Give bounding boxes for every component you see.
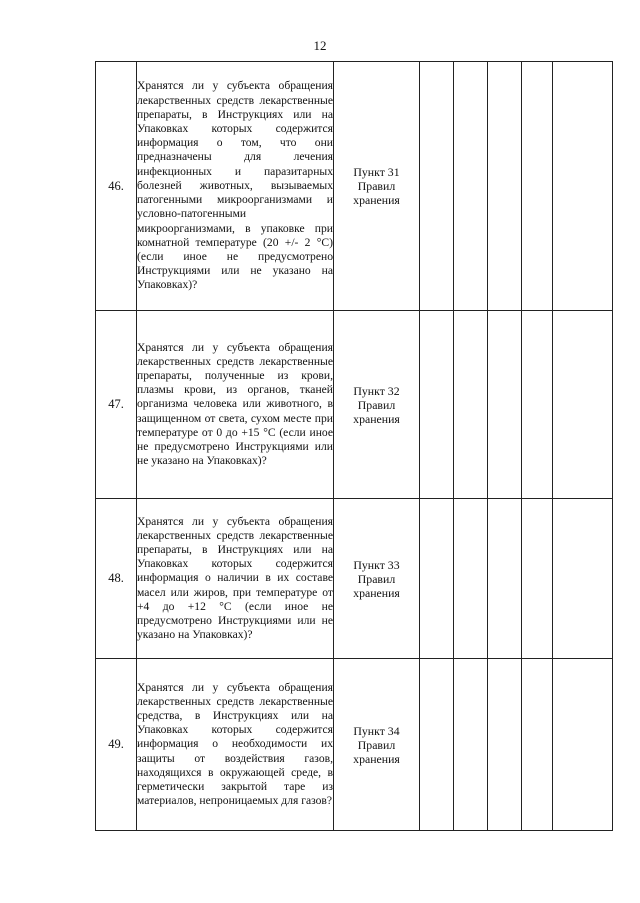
- answer-cell-yes[interactable]: [420, 659, 454, 831]
- checklist-table: [95, 61, 613, 831]
- row-number: 46.: [96, 62, 137, 311]
- requirement-reference: Пункт 32 Правил хранения: [334, 311, 420, 499]
- notes-cell[interactable]: [553, 62, 613, 311]
- page-number: 12: [313, 38, 327, 53]
- answer-cell-yes[interactable]: [420, 311, 454, 499]
- notes-cell[interactable]: [553, 499, 613, 659]
- notes-cell[interactable]: [553, 659, 613, 831]
- answer-cell-extra[interactable]: [522, 62, 553, 311]
- answer-cell-no[interactable]: [454, 62, 488, 311]
- answer-cell-na[interactable]: [488, 499, 522, 659]
- question-text: Хранятся ли у субъекта обращения лекарственных средств лекарственные средства, в Инструкциях или на Упаковках которых содержится информация о необходимости их защиты от воздействия газов, находящихся в окружающей среде, в герметически закрытой таре из материалов, непроницаемых для газов?: [137, 659, 334, 831]
- requirement-reference: Пункт 33 Правил хранения: [334, 499, 420, 659]
- row-number: 49.: [96, 659, 137, 831]
- answer-cell-extra[interactable]: [522, 499, 553, 659]
- table-row: [96, 311, 613, 499]
- answer-cell-extra[interactable]: [522, 311, 553, 499]
- notes-cell[interactable]: [553, 311, 613, 499]
- table-row: [96, 499, 613, 659]
- answer-cell-na[interactable]: [488, 311, 522, 499]
- table-row: [96, 659, 613, 831]
- answer-cell-na[interactable]: [488, 62, 522, 311]
- requirement-reference: Пункт 31 Правил хранения: [334, 62, 420, 311]
- question-text: Хранятся ли у субъекта обращения лекарственных средств лекарственные препараты, в Инструкциях или на Упаковках которых содержится информация о том, что они предназначены для лечения инфекционных и паразитарных болезней животных, вызываемых патогенными микроорганизмами и условно-патогенными микроорганизмами, в упаковке при комнатной температуре (20 +/- 2 °С) (если иное не предусмотрено Инструкциями или не указано на Упаковках)?: [137, 62, 334, 311]
- question-text: Хранятся ли у субъекта обращения лекарственных средств лекарственные препараты, в Инструкциях или на Упаковках которых содержится информация о наличии в их составе масел или жиров, при температуре от +4 до +12 °С (если иное не предусмотрено Инструкциями или не указано на Упаковках)?: [137, 499, 334, 659]
- answer-cell-no[interactable]: [454, 311, 488, 499]
- table-row: [96, 62, 613, 311]
- question-text: Хранятся ли у субъекта обращения лекарственных средств лекарственные препараты, полученные из крови, плазмы крови, из органов, тканей организма человека или животного, в защищенном от света, сухом месте при температуре от 0 до +15 °С (если иное не предусмотрено Инструкциями или не указано на Упаковках)?: [137, 311, 334, 499]
- answer-cell-no[interactable]: [454, 659, 488, 831]
- answer-cell-yes[interactable]: [420, 499, 454, 659]
- answer-cell-na[interactable]: [488, 659, 522, 831]
- row-number: 47.: [96, 311, 137, 499]
- answer-cell-yes[interactable]: [420, 62, 454, 311]
- answer-cell-no[interactable]: [454, 499, 488, 659]
- answer-cell-extra[interactable]: [522, 659, 553, 831]
- row-number: 48.: [96, 499, 137, 659]
- requirement-reference: Пункт 34 Правил хранения: [334, 659, 420, 831]
